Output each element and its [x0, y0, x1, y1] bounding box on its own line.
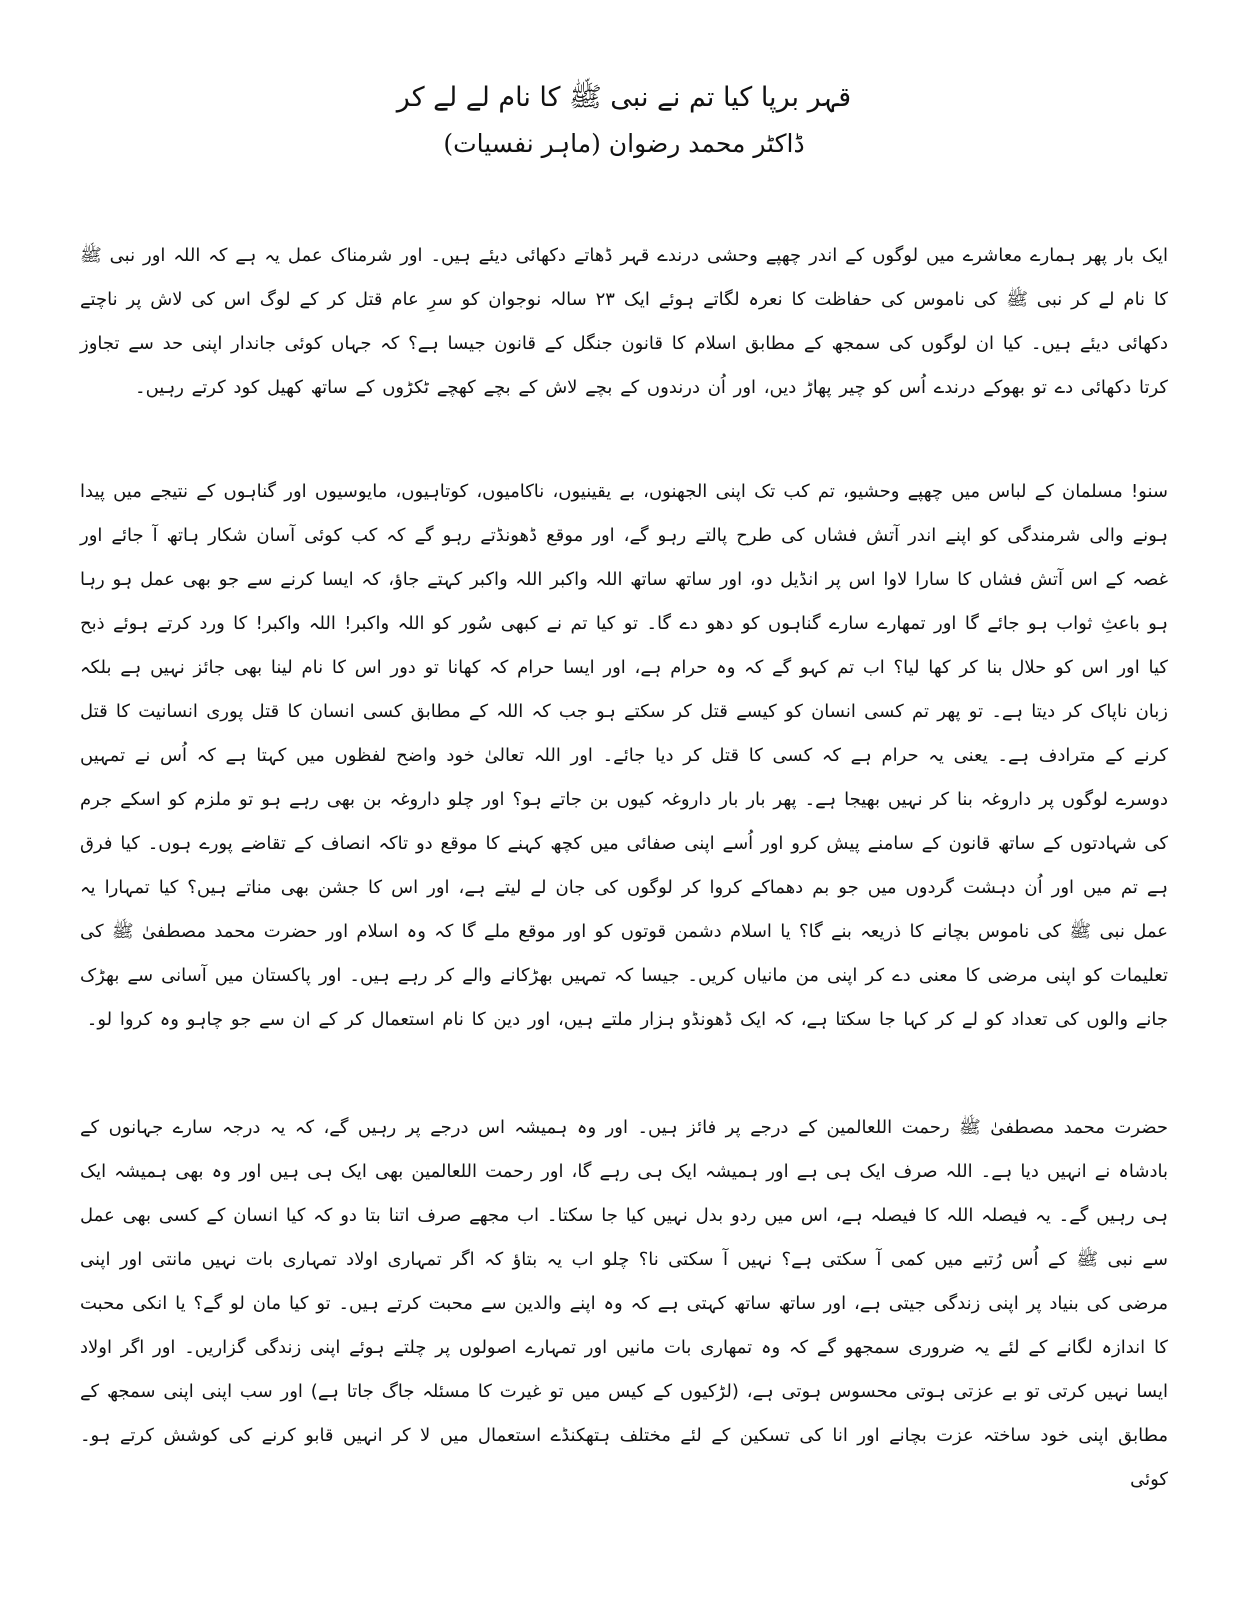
paragraph-3: حضرت محمد مصطفیٰ ﷺ رحمت اللعالمین کے درجے پر فائز ہیں۔ اور وہ ہمیشہ اس درجے پر رہیں گے، کہ یہ درجہ سارے جہانوں کے بادشاہ نے انہیں دیا ہے۔ اللہ صرف ایک ہی ہے اور ہمیشہ ایک ہی رہے گا، اور رحمت اللعالمین بھی ایک ہی ہیں اور وہ بھی ہمیشہ ایک ہی رہیں گے۔ یہ فیصلہ اللہ کا فیصلہ ہے، اس میں ردو بدل نہیں کیا جا سکتا۔ اب مجھے صرف اتنا بتا دو کہ کیا انسان کے کسی بھی عمل سے نبی ﷺ کے اُس رُتبے میں کمی آ سکتی ہے؟ نہیں آ سکتی نا؟ چلو اب یہ بتاؤ کہ اگر تمہاری اولاد تمہاری بات نہیں مانتی اور اپنی مرضی کی بنیاد پر اپنی زندگی جیتی ہے، اور ساتھ ساتھ کہتی ہے کہ وہ اپنے والدین سے محبت کرتے ہیں۔ تو کیا مان لو گے؟ یا انکی محبت کا اندازہ لگانے کے لئے یہ ضروری سمجھو گے کہ وہ تمھاری بات مانیں اور تمہارے اصولوں پر چلتے ہوئے اپنی زندگی گزاریں۔ اور اگر اولاد ایسا نہیں کرتی تو بے عزتی ہوتی محسوس ہوتی ہے، (لڑکیوں کے کیس میں تو غیرت کا مسئلہ جاگ جاتا ہے) اور سب اپنی اپنی سمجھ کے مطابق اپنی خود ساختہ عزت بچانے اور انا کی تسکین کے لئے مختلف ہتھکنڈے استعمال میں لا کر انہیں قابو کرنے کی کوشش کرتے ہو۔ کوئی	[80, 1117, 1168, 1490]
document-author: ڈاکٹر محمد رضوان (ماہر نفسیات)	[443, 129, 805, 158]
document-title: قہر برپا کیا تم نے نبی ﷺ کا نام لے لے کر	[396, 82, 852, 113]
paragraph-1: ایک بار پھر ہمارے معاشرے میں لوگوں کے اندر چھپے وحشی درندے قہر ڈھاتے دکھائی دیئے ہیں۔ اور شرمناک عمل یہ ہے کہ اللہ اور نبی ﷺ کا نام لے کر نبی ﷺ کی ناموس کی حفاظت کا نعرہ لگاتے ہوئے ایک ۲۳ سالہ نوجوان کو سرِ عام قتل کر کے لوگ اس کی لاش پر ناچتے دکھائی دیئے ہیں۔ کیا ان لوگوں کی سمجھ کے مطابق اسلام کا قانون جنگل کے قانون جیسا ہے؟ کہ جہاں کوئی جاندار اپنی حد سے تجاوز کرتا دکھائی دے تو بھوکے درندے اُس کو چیر پھاڑ دیں، اور اُن درندوں کے بچے لاش کے بچے کھچے ٹکڑوں کے ساتھ کھیل کود کرتے رہیں۔	[80, 245, 1168, 398]
document-header	[80, 78, 1168, 164]
paragraph-2: سنو! مسلمان کے لباس میں چھپے وحشیو، تم کب تک اپنی الجھنوں، بے یقینیوں، ناکامیوں، کوتاہیوں، مایوسیوں اور گناہوں کے نتیجے میں پیدا ہونے والی شرمندگی کو اپنے اندر آتش فشاں کی طرح پالتے رہو گے، اور موقع ڈھونڈتے رہو گے کہ کب کوئی آسان شکار ہاتھ آ جائے اور غصہ کے اس آتش فشاں کا سارا لاوا اس پر انڈیل دو، اور ساتھ ساتھ اللہ واکبر اللہ واکبر کہتے جاؤ، کہ ایسا کرنے سے جو بھی عمل ہو رہا ہو باعثِ ثواب ہو جائے گا اور تمھارے سارے گناہوں کو دھو دے گا۔ تو کیا تم نے کبھی سُور کو اللہ واکبر! اللہ واکبر! کا ورد کرتے ہوئے ذبح کیا اور اس کو حلال بنا کر کھا لیا؟ اب تم کہو گے کہ وہ حرام ہے، اور ایسا حرام کہ کھانا تو دور اس کا نام لینا بھی جائز نہیں ہے بلکہ زبان ناپاک کر دیتا ہے۔ تو پھر تم کسی انسان کو کیسے قتل کر سکتے ہو جب کہ اللہ کے مطابق کسی انسان کا قتل پوری انسانیت کا قتل کرنے کے مترادف ہے۔ یعنی یہ حرام ہے کہ کسی کا قتل کر دیا جائے۔ اور اللہ تعالیٰ خود واضح لفظوں میں کہتا ہے کہ اُس نے تمہیں دوسرے لوگوں پر داروغہ بنا کر نہیں بھیجا ہے۔ پھر بار بار داروغہ کیوں بن جاتے ہو؟ اور چلو داروغہ بن بھی رہے ہو تو ملزم کو اسکے جرم کی شہادتوں کے ساتھ قانون کے سامنے پیش کرو اور اُسے اپنی صفائی میں کچھ کہنے کا موقع دو تاکہ انصاف کے تقاضے پورے ہوں۔ کیا فرق ہے تم میں اور اُن دہشت گردوں میں جو بم دھماکے کروا کر لوگوں کی جان لے لیتے ہے، اور اس کا جشن بھی مناتے ہیں؟ کیا تمہارا یہ عمل نبی ﷺ کی ناموس بچانے کا ذریعہ بنے گا؟ یا اسلام دشمن قوتوں کو اور موقع ملے گا کہ وہ اسلام اور حضرت محمد مصطفیٰ ﷺ کی تعلیمات کو اپنی مرضی کا معنی دے کر اپنی من مانیاں کریں۔ جیسا کہ تمہیں بھڑکانے والے کر رہے ہیں۔ اور پاکستان میں آسانی سے بھڑک جانے والوں کی تعداد کو لے کر کہا جا سکتا ہے، کہ ایک ڈھونڈو ہزار ملتے ہیں، اور دین کا نام استعمال کر کے ان سے جو چاہو وہ کروا لو۔	[80, 481, 1168, 1030]
